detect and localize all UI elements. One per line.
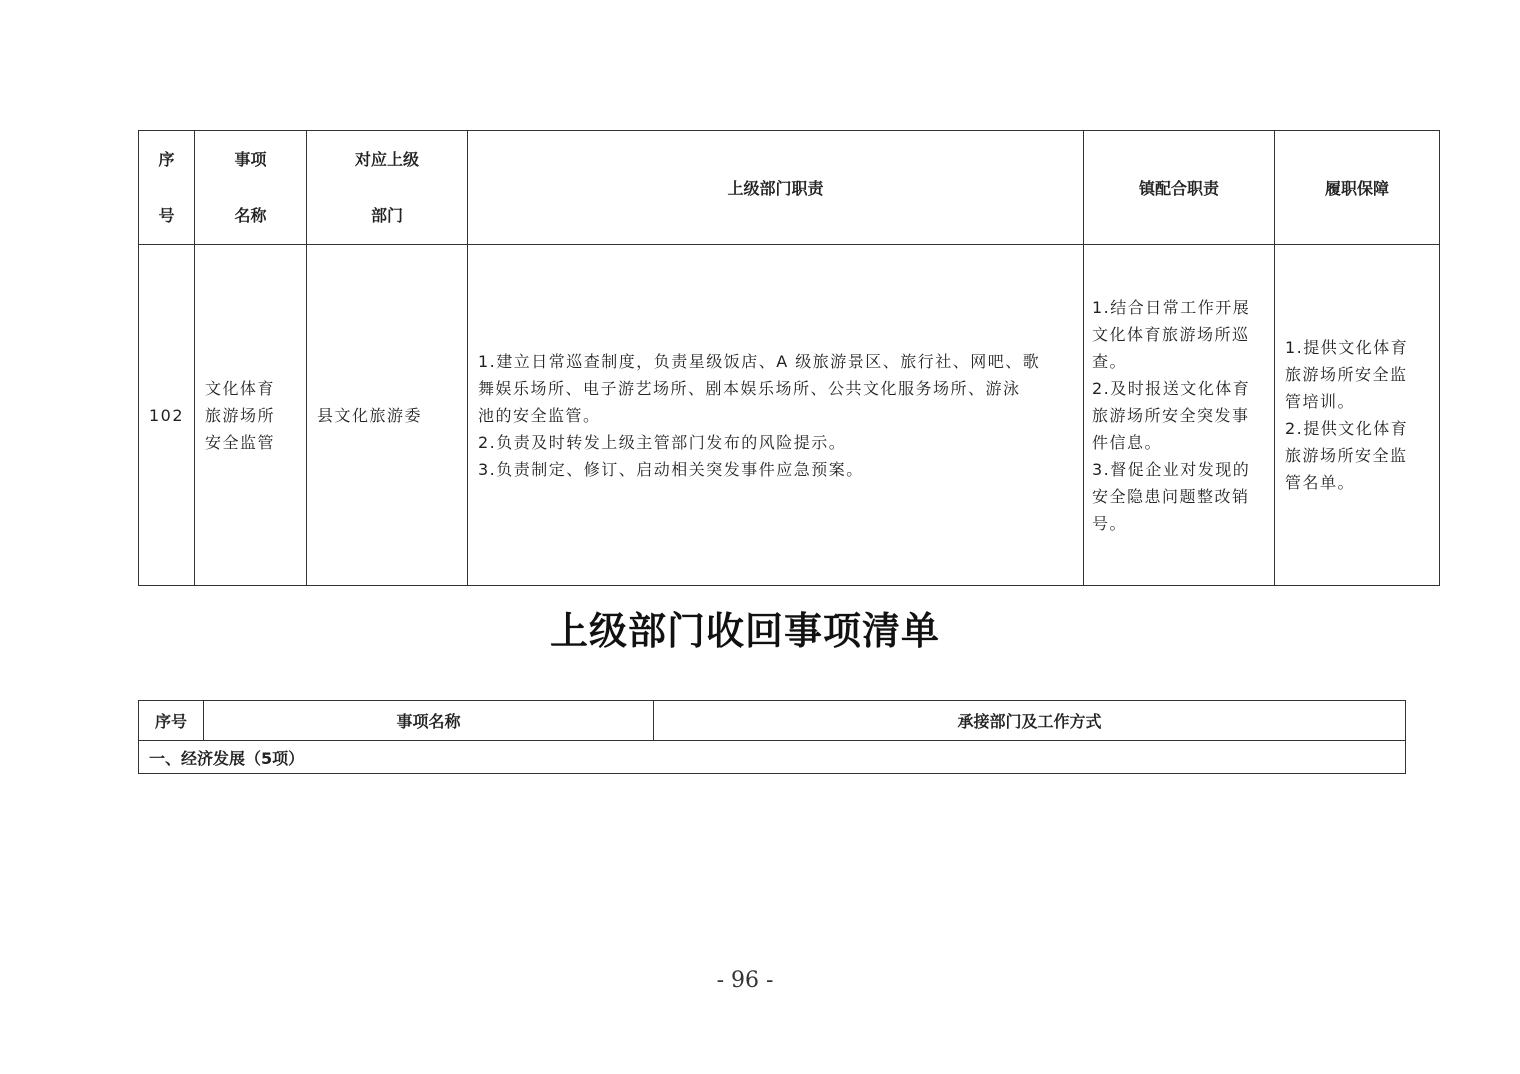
cell-line: 号。 <box>1092 513 1128 533</box>
cell-coop <box>1084 245 1275 586</box>
cell-line: 3.负责制定、修订、启动相关突发事件应急预案。 <box>478 459 864 479</box>
cell-line: 1.提供文化体育 <box>1285 338 1409 357</box>
cell-line: 安全隐患问题整改销 <box>1092 486 1250 506</box>
header-guarantee: 履职保障 <box>1275 131 1440 245</box>
cell-line: 旅游场所安全监 <box>1285 365 1408 384</box>
cell-line: 管名单。 <box>1285 473 1356 492</box>
header-seq-line: 号 <box>158 205 175 225</box>
header-dept-line: 对应上级 <box>354 149 419 169</box>
cell-line: 文化体育旅游场所巡 <box>1092 324 1250 344</box>
responsibility-table <box>138 130 1440 586</box>
header-name-line: 事项 <box>234 149 267 169</box>
page-title: 上级部门收回事项清单 <box>549 608 940 653</box>
header-coop: 镇配合职责 <box>1084 131 1275 245</box>
header-item-name <box>195 131 307 245</box>
header-item-name: 事项名称 <box>204 701 654 741</box>
table-header-row <box>139 701 1406 741</box>
header-dept-line: 部门 <box>370 205 403 225</box>
cell-line: 2.提供文化体育 <box>1285 419 1409 438</box>
section-row <box>139 741 1406 774</box>
cell-guarantee <box>1275 245 1440 586</box>
cell-line: 文化体育 <box>205 378 276 398</box>
cell-seq: 102 <box>139 245 195 586</box>
header-duty: 上级部门职责 <box>468 131 1084 245</box>
cell-dept: 县文化旅游委 <box>307 245 468 586</box>
cell-line: 件信息。 <box>1092 432 1163 452</box>
cell-line: 池的安全监管。 <box>478 405 601 425</box>
revoked-items-table <box>138 700 1406 774</box>
cell-line: 1.结合日常工作开展 <box>1092 297 1251 317</box>
cell-line: 旅游场所 <box>205 405 276 425</box>
header-seq-line: 序 <box>158 149 175 169</box>
header-dept-method: 承接部门及工作方式 <box>654 701 1406 741</box>
cell-line: 舞娱乐场所、电子游艺场所、剧本娱乐场所、公共文化服务场所、游泳 <box>478 378 1021 398</box>
cell-line: 1.建立日常巡查制度，负责星级饭店、A 级旅游景区、旅行社、网吧、歌 <box>478 351 1041 371</box>
cell-duty <box>468 245 1084 586</box>
table-row <box>139 245 1440 586</box>
cell-line: 3.督促企业对发现的 <box>1092 459 1251 479</box>
cell-item-name <box>195 245 307 586</box>
cell-line: 2.及时报送文化体育 <box>1092 378 1251 398</box>
cell-line: 查。 <box>1092 351 1128 371</box>
cell-line: 旅游场所安全监 <box>1285 446 1408 465</box>
cell-line: 旅游场所安全突发事 <box>1092 405 1250 425</box>
cell-line: 管培训。 <box>1285 392 1356 411</box>
header-seq <box>139 131 195 245</box>
cell-line: 2.负责及时转发上级主管部门发布的风险提示。 <box>478 432 847 452</box>
page-number: - 96 - <box>716 968 774 993</box>
header-seq: 序号 <box>139 701 204 741</box>
table-header-row <box>139 131 1440 245</box>
header-dept <box>307 131 468 245</box>
cell-line: 安全监管 <box>205 432 276 452</box>
header-name-line: 名称 <box>234 205 267 225</box>
section-label: 一、经济发展（5项） <box>139 741 1406 774</box>
